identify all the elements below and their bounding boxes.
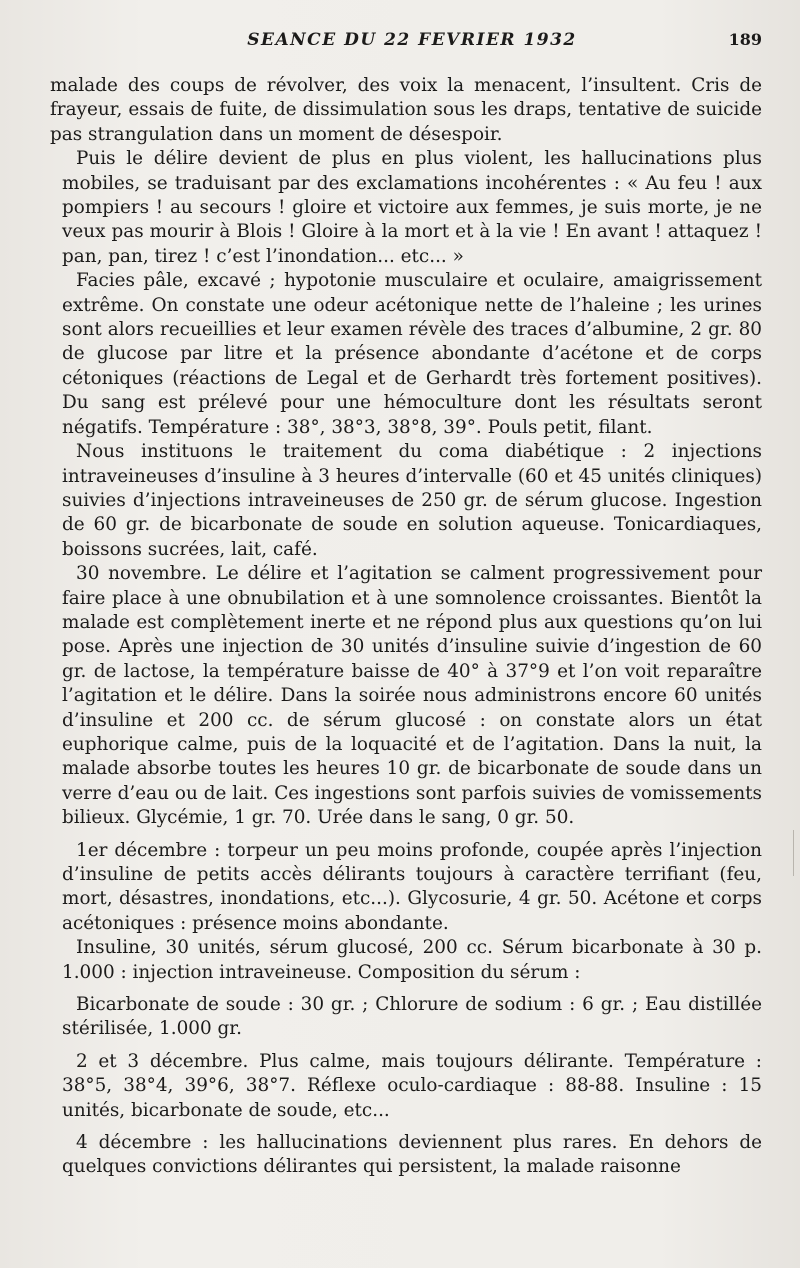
page-header bbox=[62, 30, 762, 60]
paragraph-10: 4 décembre : les hallucinations deviennent plus rares. En dehors de quelques convictions délirantes qui persistent, la malade raisonne bbox=[62, 1132, 762, 1178]
running-head: SEANCE DU 22 FEVRIER 1932 bbox=[247, 30, 577, 50]
paragraph-6: 1er décembre : torpeur un peu moins profonde, coupée après l’injection d’insuline de petits accès délirants toujours à caractère terrifiant (feu, mort, désastres, inondations, etc...). Glycosurie, 4 gr. 50. Acétone et corps acétoniques : présence moins abondante. bbox=[62, 839, 762, 934]
page-number: 189 bbox=[728, 30, 762, 49]
paragraph-4: Nous instituons le traitement du coma diabétique : 2 injections intraveineuses d’insuline à 3 heures d’intervalle (60 et 45 unités cliniques) suivies d’injections intraveineuses de 250 gr. de sérum glucose. Ingestion de 60 gr. de bicarbonate de soude en solution aqueuse. Tonicardiaques, boissons sucrées, lait, café. bbox=[62, 441, 762, 560]
paragraph-8: Bicarbonate de soude : 30 gr. ; Chlorure de sodium : 6 gr. ; Eau distillée stérilisée, 1.000 gr. bbox=[62, 994, 762, 1040]
scan-edge-mark bbox=[793, 830, 794, 876]
paragraph-5: 30 novembre. Le délire et l’agitation se calment progressivement pour faire place à une obnubilation et à une somnolence croissantes. Bientôt la malade est complètement inerte et ne répond plus aux questions qu’on lui pose. Après une injection de 30 unités d’insuline suivie d’ingestion de 60 gr. de lactose, la température baisse de 40° à 37°9 et l’on voit reparaître l’agitation et le délire. Dans la soirée nous administrons encore 60 unités d’insuline et 200 cc. de sérum glucosé : on constate alors un état euphorique calme, puis de la loquacité et de l’agitation. Dans la nuit, la malade absorbe toutes les heures 10 gr. de bicarbonate de soude dans un verre d’eau ou de lait. Ces ingestions sont parfois suivies de vomissements bilieux. Glycémie, 1 gr. 70. Urée dans le sang, 0 gr. 50. bbox=[62, 563, 762, 829]
paragraph-2: Puis le délire devient de plus en plus violent, les hallucinations plus mobiles, se traduisant par des exclamations incohérentes : « Au feu ! aux pompiers ! au secours ! gloire et victoire aux femmes, je suis morte, je ne veux pas mourir à Blois ! Gloire à la mort et à la vie ! En avant ! attaquez ! pan, pan, tirez ! c’est l’inondation... etc... » bbox=[62, 148, 762, 267]
paragraph-3: Facies pâle, excavé ; hypotonie musculaire et oculaire, amaigrissement extrême. On constate une odeur acétonique nette de l’haleine ; les urines sont alors recueillies et leur examen révèle des traces d’albumine, 2 gr. 80 de glucose par litre et la présence abondante d’acétone et de corps cétoniques (réactions de Legal et de Gerhardt très fortement positives). Du sang est prélevé pour une hémoculture dont les résultats seront négatifs. Température : 38°, 38°3, 38°8, 39°. Pouls petit, filant. bbox=[62, 270, 762, 438]
paragraph-9: 2 et 3 décembre. Plus calme, mais toujours délirante. Température : 38°5, 38°4, 39°6, 38°7. Réflexe oculo-cardiaque : 88-88. Insuline : 15 unités, bicarbonate de soude, etc... bbox=[62, 1050, 762, 1121]
body-text bbox=[50, 74, 762, 1180]
paragraph-7: Insuline, 30 unités, sérum glucosé, 200 cc. Sérum bicarbonate à 30 p. 1.000 : injection intraveineuse. Composition du sérum : bbox=[62, 937, 762, 983]
paragraph-1: malade des coups de révolver, des voix la menacent, l’insultent. Cris de frayeur, essais de fuite, de dissimulation sous les draps, tentative de suicide pas strangulation dans un moment de désespoir. bbox=[50, 75, 762, 145]
